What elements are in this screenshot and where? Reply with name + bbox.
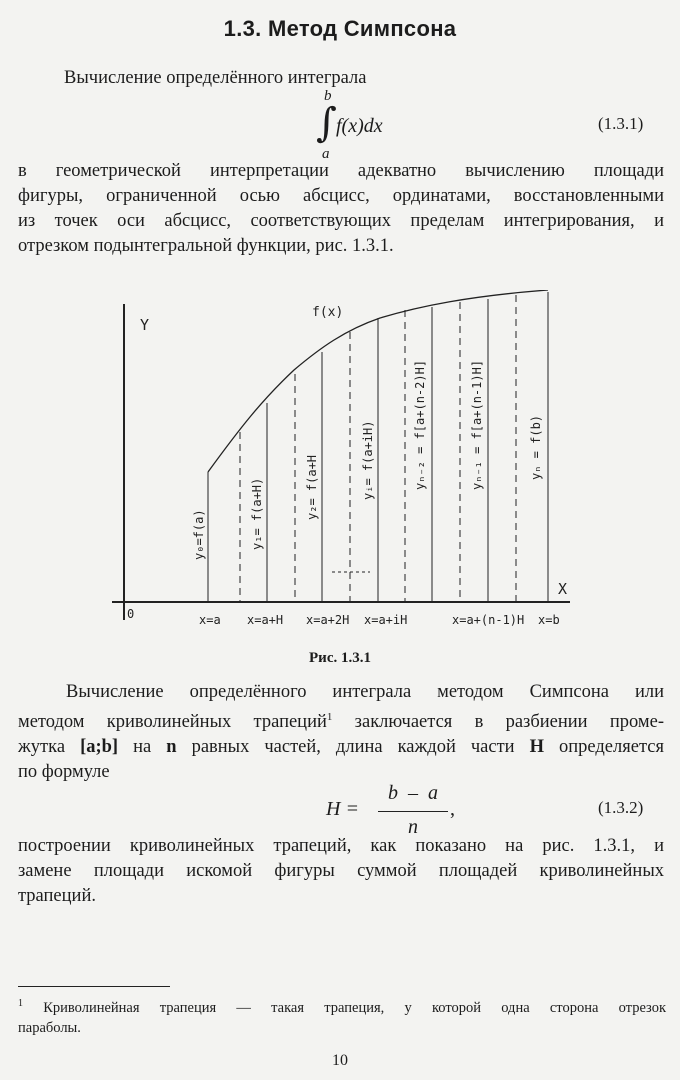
- text-span: методом криволинейных трапеций: [18, 712, 327, 733]
- footnote-line: [18, 994, 666, 1018]
- simpson-figure: [0, 290, 680, 640]
- paragraph-2-line: [18, 705, 664, 735]
- section-title: 1.3. Метод Симпсона: [223, 16, 457, 41]
- paragraph-3: [18, 834, 664, 909]
- formula-comma: ,: [450, 798, 455, 820]
- text-span: жутка: [18, 737, 81, 758]
- interval-bold: [a;b]: [80, 737, 119, 758]
- text-span: равных частей, длина каждой части: [176, 737, 530, 758]
- ordinate-label: yᵢ= f(a+iH): [361, 420, 375, 500]
- paragraph-1-line: фигуры, ограниченной осью абсцисс, ординатами, восстановленными: [18, 186, 664, 206]
- text-span: на: [118, 737, 167, 758]
- footnote-ref: 1: [326, 711, 333, 723]
- paragraph-3-line: трапеций.: [18, 886, 96, 906]
- x-tick-label: x=a+2H: [306, 613, 350, 627]
- x-tick-label: x=a+H: [247, 613, 284, 627]
- h-bold: H: [529, 737, 544, 758]
- integral-formula: [316, 88, 436, 168]
- paragraph-2-line: по формуле: [18, 762, 110, 783]
- paragraph-3-line: построении криволинейных трапеций, как показано на рис. 1.3.1, и: [18, 836, 664, 856]
- paragraph-2: [18, 680, 664, 785]
- paragraph-2-line: [18, 735, 664, 760]
- integral-sign: ∫: [316, 100, 337, 146]
- formula-denominator: n: [408, 816, 418, 838]
- footnote-mark: 1: [18, 998, 23, 1009]
- footnote-rule: [18, 986, 170, 987]
- upper-limit: b: [324, 88, 332, 104]
- paragraph-1: [18, 159, 664, 259]
- integrand: f(x)dx: [336, 115, 383, 137]
- ordinate-label: yₙ₋₁ = f[a+(n-1)H]: [470, 359, 484, 490]
- equation-number-2: (1.3.2): [598, 798, 644, 817]
- x-tick-label: x=b: [538, 613, 560, 627]
- y-axis-label: Y: [140, 316, 150, 334]
- curve-label: f(x): [312, 305, 344, 320]
- lower-limit: a: [322, 146, 330, 162]
- ordinate-label: y₁= f(a+H): [250, 477, 264, 550]
- intro-line: Вычисление определённого интеграла: [64, 68, 367, 88]
- origin-label: 0: [127, 607, 135, 621]
- figure-caption: Рис. 1.3.1: [309, 650, 371, 666]
- ordinate-label: yₙ₋₂ = f[a+(n-2)H]: [413, 359, 427, 490]
- n-bold: n: [166, 737, 177, 758]
- page-number: 10: [332, 1052, 348, 1069]
- paragraph-1-line: отрезком подынтегральной функции, рис. 1.3.1.: [18, 236, 394, 256]
- x-tick-label: x=a+iH: [364, 613, 408, 627]
- formula-numerator: b – a: [388, 782, 438, 804]
- text-span: заключается в разбиении проме-: [332, 712, 664, 733]
- paragraph-1-line: в геометрической интерпретации адекватно вычислению площади: [18, 161, 664, 181]
- fraction-bar: [378, 811, 448, 812]
- paragraph-3-line: замене площади искомой фигуры суммой площадей криволинейных: [18, 861, 664, 881]
- footnote: [18, 994, 666, 1038]
- equation-number-1: (1.3.1): [598, 114, 644, 133]
- x-axis-label: X: [558, 580, 568, 598]
- text-span: определяется: [544, 737, 664, 758]
- paragraph-2-line: Вычисление определённого интеграла методом Симпсона или: [66, 682, 664, 702]
- ordinate-label: yₙ = f(b): [529, 414, 543, 480]
- ordinate-label: y₀=f(a): [192, 509, 206, 560]
- text-span: Криволинейная трапеция — такая трапеция, у которой одна сторона отрезок: [23, 999, 666, 1016]
- ordinate-label: y₂= f(a+H: [305, 454, 319, 520]
- x-tick-label: x=a: [199, 613, 221, 627]
- footnote-line: параболы.: [18, 1019, 81, 1036]
- x-tick-label: x=a+(n-1)H: [452, 613, 525, 627]
- paragraph-1-line: из точек оси абсцисс, соответствующих пределам интегрирования, и: [18, 211, 664, 231]
- formula-lhs: H =: [326, 798, 359, 820]
